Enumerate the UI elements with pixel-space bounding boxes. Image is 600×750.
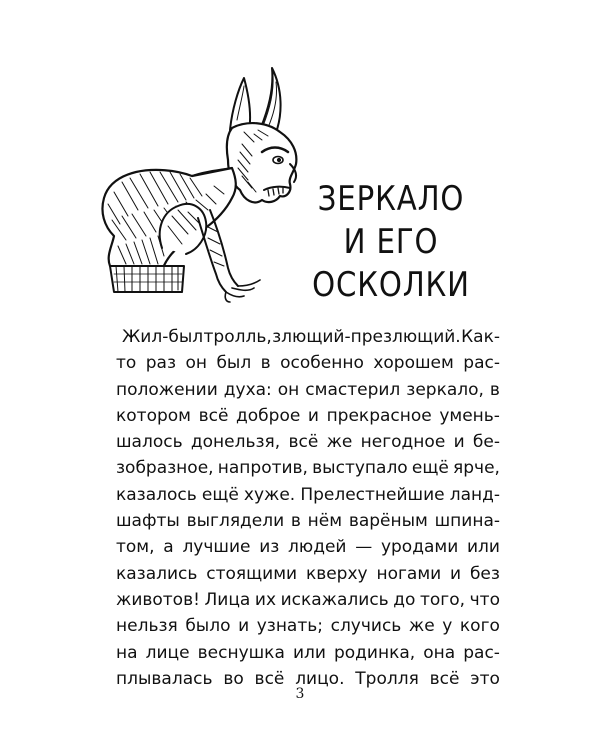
text-line	[116, 403, 500, 429]
text-line	[116, 534, 500, 560]
word: плывалась	[116, 668, 213, 689]
word: и	[450, 563, 462, 584]
word: духа:	[223, 379, 272, 400]
text-line	[116, 482, 500, 508]
word: ярче,	[453, 458, 500, 479]
word: хорошем	[373, 353, 454, 374]
word: в	[489, 379, 500, 400]
word: лучшие	[182, 537, 251, 558]
word: что	[469, 589, 500, 610]
word: во	[223, 668, 244, 689]
chapter-title-line: И ЕГО	[343, 222, 439, 262]
word: всё	[198, 405, 229, 426]
word: том,	[116, 537, 155, 558]
word: —	[355, 537, 373, 558]
word: всё	[429, 668, 460, 689]
word: котором	[116, 405, 191, 426]
word: а	[163, 537, 174, 558]
word: нём	[307, 511, 343, 532]
text-line	[116, 455, 500, 481]
word: это	[470, 668, 500, 689]
word: Тролля	[355, 668, 419, 689]
word: положении	[116, 379, 218, 400]
word: ещё	[411, 458, 449, 479]
word: нельзя	[116, 616, 178, 637]
word: лице	[145, 642, 190, 663]
word: в	[290, 511, 301, 532]
word: прекрасное	[326, 405, 432, 426]
word: то	[116, 353, 137, 374]
word: варёным	[348, 511, 428, 532]
text-line	[116, 508, 500, 534]
word: людей	[288, 537, 347, 558]
text-line	[116, 613, 500, 639]
word: Как-	[461, 327, 500, 347]
chapter-title-line: ОСКОЛКИ	[312, 265, 470, 305]
word: всё	[254, 668, 285, 689]
word: же	[326, 432, 353, 453]
word: ланд-	[449, 484, 500, 505]
gargoyle-icon	[92, 60, 302, 305]
troll-illustration	[92, 60, 302, 305]
word: на	[116, 642, 138, 663]
page-number: 3	[295, 686, 305, 702]
word: смастерил	[305, 379, 401, 400]
word: лицо.	[295, 668, 345, 689]
word: особенно	[280, 353, 364, 374]
chapter-title-line: ЗЕРКАЛО	[317, 179, 465, 219]
word: выглядели	[186, 511, 285, 532]
word: шафты	[116, 511, 180, 532]
word: и	[307, 405, 319, 426]
word: Жил-был	[122, 327, 204, 347]
word: доброе	[236, 405, 301, 426]
text-line	[116, 350, 500, 376]
word: она	[423, 642, 456, 663]
word: уродами	[380, 537, 459, 558]
word: негодное	[360, 432, 446, 453]
word: напротив,	[217, 458, 308, 479]
word: из	[259, 537, 280, 558]
word: умень-	[439, 405, 500, 426]
word: кверху	[305, 563, 368, 584]
word: всё	[288, 432, 319, 453]
word: или	[466, 537, 500, 558]
word: того,	[420, 589, 466, 610]
word: до	[393, 589, 416, 610]
word: шпина-	[434, 511, 500, 532]
word: животов!	[116, 589, 200, 610]
word: в	[260, 353, 271, 374]
word: раз	[145, 353, 177, 374]
word: бе-	[472, 432, 500, 453]
text-line	[116, 587, 500, 613]
word: зобразное,	[116, 458, 214, 479]
text-line	[116, 377, 500, 403]
word: ещё	[201, 484, 239, 505]
word: кого	[459, 616, 500, 637]
word: случись	[330, 616, 402, 637]
text-line	[116, 640, 500, 666]
body-paragraph	[116, 324, 500, 692]
word: или	[292, 642, 326, 663]
word: без	[469, 563, 500, 584]
word: казались	[116, 563, 198, 584]
word: зеркало,	[406, 379, 484, 400]
word: выступало	[312, 458, 408, 479]
word: он	[277, 379, 300, 400]
word: их	[254, 589, 277, 610]
word: Прелестнейшие	[300, 484, 445, 505]
word: и	[238, 616, 250, 637]
word: шалось	[116, 432, 183, 453]
text-line	[116, 324, 500, 350]
word: у	[442, 616, 453, 637]
word: рас-	[463, 353, 500, 374]
word: ногами	[376, 563, 442, 584]
word: искажались	[280, 589, 389, 610]
word: был	[216, 353, 252, 374]
text-line	[116, 561, 500, 587]
word: донельзя,	[190, 432, 281, 453]
word: казалось	[116, 484, 197, 505]
word: он	[185, 353, 207, 374]
word: злющий-презлющий.	[272, 327, 461, 347]
text-line	[116, 429, 500, 455]
word: же	[408, 616, 435, 637]
word: хуже.	[243, 484, 296, 505]
word: родинка,	[333, 642, 416, 663]
word: веснушка	[197, 642, 285, 663]
word: Лица	[204, 589, 251, 610]
word: и	[453, 432, 465, 453]
chapter-title	[309, 178, 472, 307]
word: тролль,	[203, 327, 272, 347]
word: было	[185, 616, 231, 637]
word: рас-	[463, 642, 500, 663]
word: узнать;	[256, 616, 324, 637]
word: стоящими	[206, 563, 298, 584]
